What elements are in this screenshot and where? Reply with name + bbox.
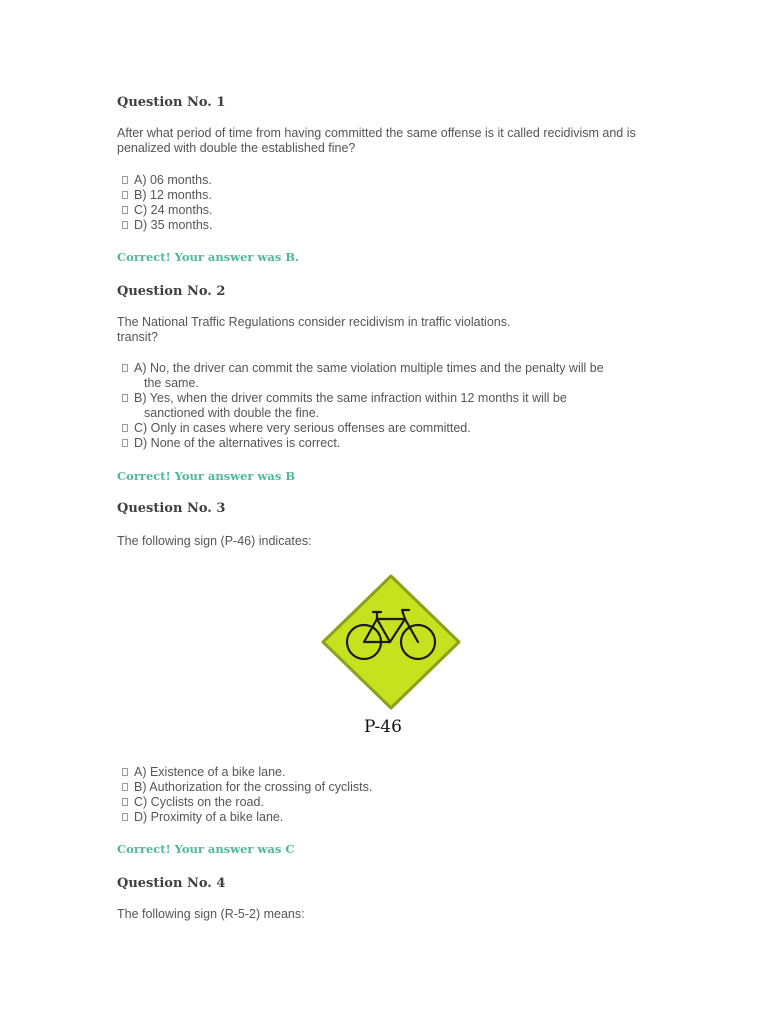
- option-item[interactable]: A) Existence of a bike lane.: [122, 765, 652, 780]
- option-item[interactable]: A) 06 months.: [122, 173, 652, 188]
- checkbox-icon[interactable]: [122, 191, 128, 199]
- question-2-title: Question No. 2: [117, 284, 226, 299]
- question-3-options: [122, 765, 652, 825]
- option-item[interactable]: B) Authorization for the crossing of cyclists.: [122, 780, 652, 795]
- question-1-result: Correct! Your answer was B.: [117, 250, 300, 264]
- option-item[interactable]: D) Proximity of a bike lane.: [122, 810, 652, 825]
- checkbox-icon[interactable]: [122, 439, 128, 447]
- question-1-options: [122, 173, 652, 233]
- checkbox-icon[interactable]: [122, 206, 128, 214]
- question-1-title: Question No. 1: [117, 95, 226, 110]
- question-1-text: After what period of time from having committed the same offense is it called recidivism and is penalized with double the established fine?: [117, 126, 636, 155]
- option-item[interactable]: D) None of the alternatives is correct.: [122, 436, 652, 451]
- bicycle-sign-icon: [318, 572, 464, 712]
- question-3-text: The following sign (P-46) indicates:: [117, 534, 312, 548]
- warning-sign-p46: [318, 572, 464, 712]
- option-item[interactable]: C) Only in cases where very serious offenses are committed.: [122, 421, 652, 436]
- question-2-text-line-1: The National Traffic Regulations consider recidivism in traffic violations.: [117, 315, 511, 329]
- checkbox-icon[interactable]: [122, 783, 128, 791]
- option-item[interactable]: C) Cyclists on the road.: [122, 795, 652, 810]
- checkbox-icon[interactable]: [122, 394, 128, 402]
- option-item[interactable]: D) 35 months.: [122, 218, 652, 233]
- checkbox-icon[interactable]: [122, 424, 128, 432]
- option-item[interactable]: A) No, the driver can commit the same violation multiple times and the penalty will be the same.: [122, 361, 652, 391]
- question-3-result: Correct! Your answer was C: [117, 842, 295, 856]
- checkbox-icon[interactable]: [122, 221, 128, 229]
- question-4-title: Question No. 4: [117, 876, 226, 891]
- question-2-result: Correct! Your answer was B: [117, 469, 296, 483]
- option-item[interactable]: C) 24 months.: [122, 203, 652, 218]
- option-item[interactable]: B) Yes, when the driver commits the same infraction within 12 months it will be sanctioned with double the fine.: [122, 391, 652, 421]
- checkbox-icon[interactable]: [122, 364, 128, 372]
- question-2-text-line-2: transit?: [117, 330, 158, 344]
- question-2-options: [122, 361, 652, 451]
- question-4-text: The following sign (R-5-2) means:: [117, 907, 305, 921]
- sign-caption: P-46: [364, 717, 402, 737]
- checkbox-icon[interactable]: [122, 813, 128, 821]
- question-3-title: Question No. 3: [117, 501, 226, 516]
- checkbox-icon[interactable]: [122, 176, 128, 184]
- option-item[interactable]: B) 12 months.: [122, 188, 652, 203]
- checkbox-icon[interactable]: [122, 798, 128, 806]
- checkbox-icon[interactable]: [122, 768, 128, 776]
